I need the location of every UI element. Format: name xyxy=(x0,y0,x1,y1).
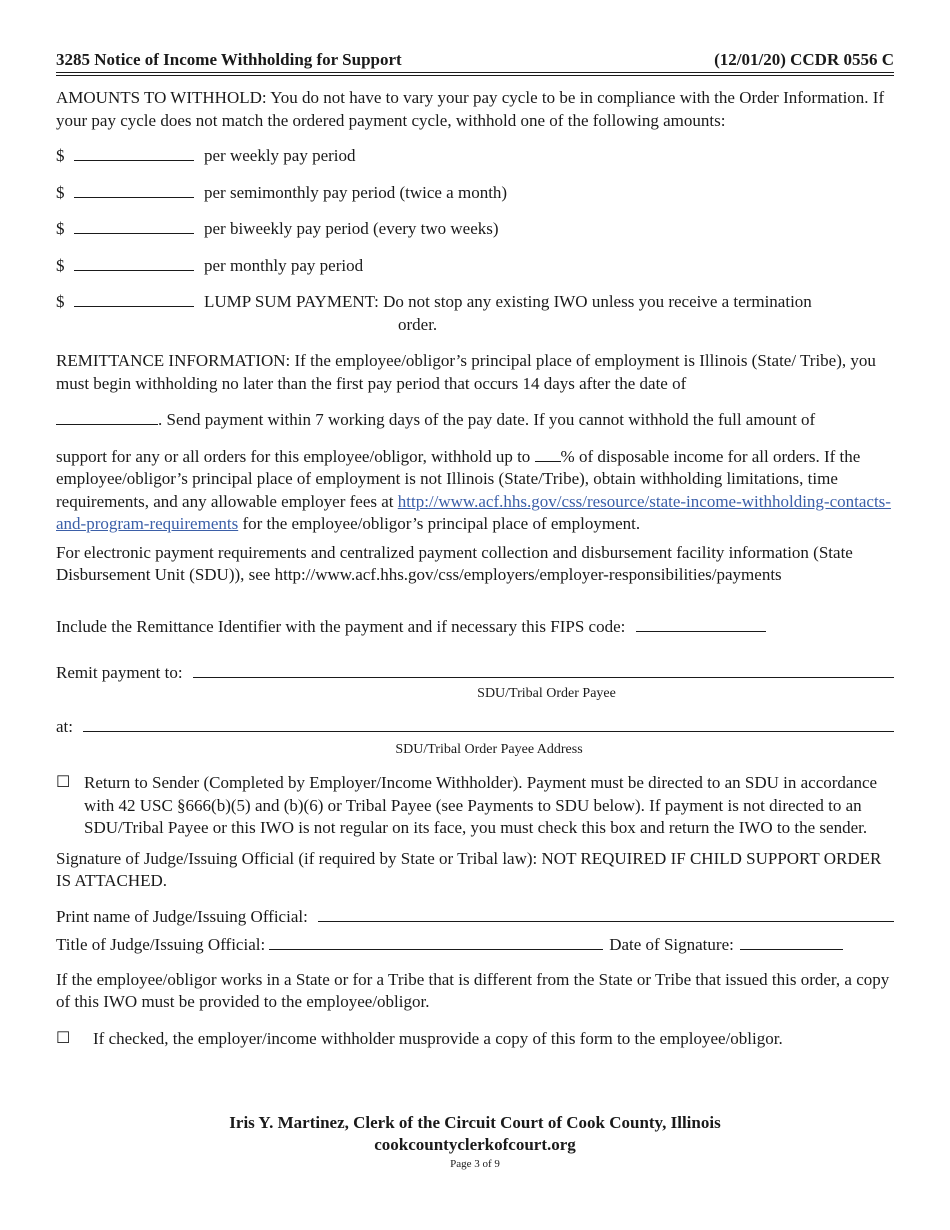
remit-address-line: at: xyxy=(56,717,894,737)
lump-sum-amount-field[interactable] xyxy=(74,291,194,307)
remit-payee-caption: SDU/Tribal Order Payee xyxy=(477,686,616,701)
amount-row-biweekly: $ per biweekly pay period (every two weeks) xyxy=(56,219,499,238)
remittance-paragraph: REMITTANCE INFORMATION: If the employee/obligor’s principal place of employment is Illinois (State/ Tribe), you must begin withholding no later than the first pay period that occurs 14 days after the date of xyxy=(56,351,876,393)
signature-date-field[interactable] xyxy=(740,948,843,950)
page-footer xyxy=(0,1112,950,1170)
return-to-sender-checkbox[interactable]: ☐ xyxy=(56,774,71,791)
monthly-amount-field[interactable] xyxy=(74,255,194,271)
clerk-name: Iris Y. Martinez, Clerk of the Circuit Court of Cook County, Illinois xyxy=(229,1113,721,1132)
page-header xyxy=(56,50,894,73)
page-number: Page 3 of 9 xyxy=(450,1158,500,1170)
remittance-start-date: . Send payment within 7 working days of the pay date. If you cannot withhold the full amount of xyxy=(56,409,894,432)
remittance-limits: support for any or all orders for this employee/obligor, withhold up to % of disposable income for all orders. If the employee/obligor’s principal place of employment is not Illinois (State/Tribe), obtain withholding limitations, time requirements, and any allowable employer fees at http://www.acf.hhs.gov/css/resource/state-income-withholding-contacts-and-program-requirements for the employee/obligor’s principal place of employment. xyxy=(56,446,891,533)
provide-copy-checkbox[interactable]: ☐ xyxy=(56,1029,71,1047)
form-page xyxy=(56,50,894,1050)
return-to-sender: ☐ Return to Sender (Completed by Employer/Income Withholder). Payment must be directed to an SDU in accordance with 42 USC §666(b)(5) and (b)(6) or Tribal Payee (see Payments to SDU below). If payment is not directed to an SDU/Tribal Payee or this IWO is not regular on its face, you must check this box and return the IWO to the sender. xyxy=(56,772,894,840)
remit-address-field[interactable] xyxy=(83,730,894,732)
copy-notice: If the employee/obligor works in a State or for a Tribe that is different from the State or Tribe that issued this order, a copy of this IWO must be provided to the employee/obligor. xyxy=(56,969,890,1011)
print-name-line: Print name of Judge/Issuing Official: xyxy=(56,907,894,927)
judge-name-field[interactable] xyxy=(318,920,894,922)
electronic-payment-info: For electronic payment requirements and centralized payment collection and disbursement facility information (State Disbursement Unit (SDU)), see http://www.acf.hhs.gov/css/employers/employer-responsibilities/payments xyxy=(56,542,853,584)
remit-address-caption: SDU/Tribal Order Payee Address xyxy=(395,742,583,757)
remit-payment-line: Remit payment to: xyxy=(56,663,894,683)
weekly-amount-field[interactable] xyxy=(74,145,194,161)
clerk-website: cookcountyclerkofcourt.org xyxy=(374,1135,576,1154)
remit-payee-field[interactable] xyxy=(193,676,894,678)
disposable-income-percent-field[interactable] xyxy=(535,446,561,462)
amount-row-monthly: $ per monthly pay period xyxy=(56,255,364,275)
judge-title-field[interactable] xyxy=(269,948,603,950)
semimonthly-amount-field[interactable] xyxy=(74,182,194,198)
amounts-intro: AMOUNTS TO WITHHOLD: You do not have to vary your pay cycle to be in compliance with the Order Information. If your pay cycle does not match the ordered payment cycle, withhold one of the following amounts: xyxy=(56,88,885,130)
amount-row-semimonthly: $ per semimonthly pay period (twice a month) xyxy=(56,182,508,202)
amount-row-lump-sum: $ LUMP SUM PAYMENT: Do not stop any existing IWO unless you receive a termination order. xyxy=(56,292,812,334)
form-code: (12/01/20) CCDR 0556 C xyxy=(714,50,894,69)
state-withholding-contacts-link[interactable]: http://www.acf.hhs.gov/css/resource/state-income-withholding-contacts-and-program-requirements xyxy=(56,491,891,533)
withholding-start-date-field[interactable] xyxy=(56,409,158,425)
fips-code-line: Include the Remittance Identifier with the payment and if necessary this FIPS code: xyxy=(56,616,894,639)
fips-code-field[interactable] xyxy=(636,616,766,632)
signature-statement: Signature of Judge/Issuing Official (if required by State or Tribal law): NOT REQUIRED IF CHILD SUPPORT ORDER IS ATTACHED. xyxy=(56,848,882,890)
amount-row-weekly: $ per weekly pay period xyxy=(56,146,356,165)
form-title: 3285 Notice of Income Withholding for Support xyxy=(56,50,402,69)
title-date-line: Title of Judge/Issuing Official: Date of Signature: xyxy=(56,935,894,955)
biweekly-amount-field[interactable] xyxy=(74,218,194,234)
provide-copy: ☐ If checked, the employer/income withholder musprovide a copy of this form to the employee/obligor. xyxy=(56,1028,894,1051)
